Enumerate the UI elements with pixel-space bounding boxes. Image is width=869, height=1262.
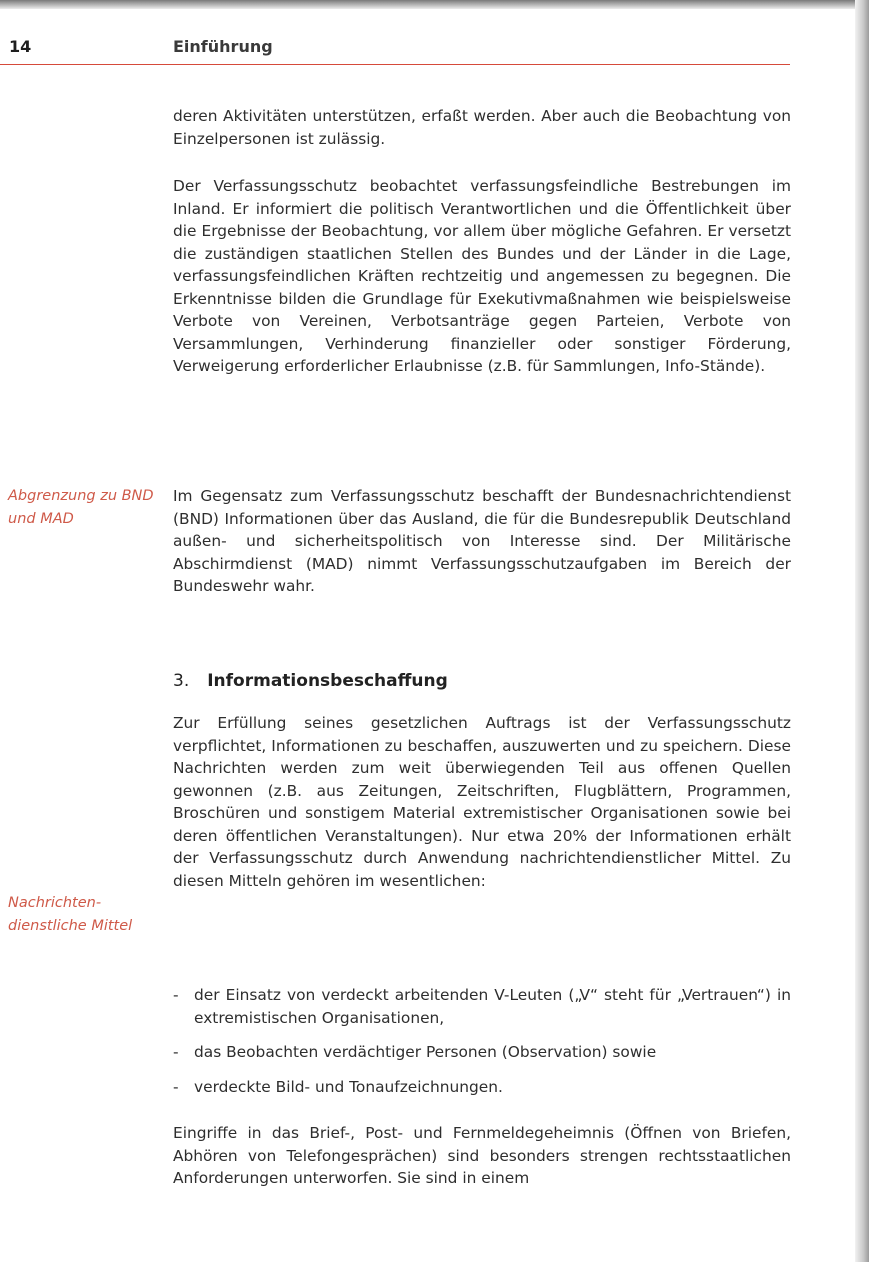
paragraph-1: deren Aktivitäten unterstützen, erfaßt werden. Aber auch die Beobachtung von Einzelpersonen ist zulässig. [173, 107, 791, 148]
list-dash: - [173, 986, 179, 1004]
paragraph-5: Eingriffe in das Brief-, Post- und Fernmeldegeheimnis (Öffnen von Briefen, Abhören von Telefongesprächen) sind besonders strengen rechtsstaatlichen Anforderungen unterworfen. Sie sind in einem [173, 1124, 791, 1187]
page-number: 14 [9, 37, 32, 56]
margin-note-bnd-mad: Abgrenzung zu BND und MAD [8, 488, 154, 527]
paragraph-4: Zur Erfüllung seines gesetzlichen Auftrags ist der Verfassungsschutz verpflichtet, Informationen zu beschaffen, auszuwerten und zu speichern. Diese Nachrichten werden zum weit überwiegenden Teil aus offenen Quellen gewonnen (z.B. aus Zeitungen, Zeitschriften, Flugblättern, Programmen, Broschüren und sonstigem Material extremistischer Organisationen sowie bei deren öffentlichen Veranstaltungen). Nur etwa 20% der Informationen erhält der Verfassungsschutz durch Anwendung nachrichtendienstlicher Mittel. Zu diesen Mitteln gehören im wesentlichen: [173, 714, 791, 890]
section-title: Informationsbeschaffung [207, 671, 448, 691]
margin-note-nachrichtendienstliche-mittel: Nachrichten-dienstliche Mittel [8, 895, 133, 934]
list-item-text: das Beobachten verdächtiger Personen (Observation) sowie [194, 1043, 657, 1061]
section-number: 3. [173, 671, 190, 691]
list-item-text: verdeckte Bild- und Tonaufzeichnungen. [194, 1078, 503, 1096]
scan-right-edge [855, 0, 869, 1262]
list-dash: - [173, 1078, 179, 1096]
list-item [173, 984, 791, 1029]
header-rule [0, 64, 790, 65]
list-dash: - [173, 1043, 179, 1061]
list-item [173, 1076, 791, 1099]
list-item [173, 1041, 791, 1064]
scan-top-edge [0, 0, 869, 9]
running-head: Einführung [173, 37, 273, 56]
list-item-text: der Einsatz von verdeckt arbeitenden V-Leuten („V“ steht für „Vertrauen“) in extremistischen Organisationen, [194, 986, 791, 1027]
paragraph-3: Im Gegensatz zum Verfassungsschutz beschafft der Bundesnachrichtendienst (BND) Informationen über das Ausland, die für die Bundesrepublik Deutschland außen- und sicherheitspolitisch von Interesse sind. Der Militärische Abschirmdienst (MAD) nimmt Verfassungsschutzaufgaben im Bereich der Bundeswehr wahr. [173, 487, 791, 595]
paragraph-2: Der Verfassungsschutz beobachtet verfassungsfeindliche Bestrebungen im Inland. Er informiert die politisch Verantwortlichen und die Öffentlichkeit über die Ergebnisse der Beobachtung, vor allem über mögliche Gefahren. Er versetzt die zuständigen staatlichen Stellen des Bundes und der Länder in die Lage, verfassungsfeindlichen Kräften rechtzeitig und angemessen zu begegnen. Die Erkenntnisse bilden die Grundlage für Exekutivmaßnahmen wie beispielsweise Verbote von Vereinen, Verbotsanträge gegen Parteien, Verbote von Versammlungen, Verhinderung finanzieller oder sonstiger Förderung, Verweigerung erforderlicher Erlaubnisse (z.B. für Sammlungen, Info-Stände). [173, 177, 791, 375]
section-heading [173, 671, 448, 691]
